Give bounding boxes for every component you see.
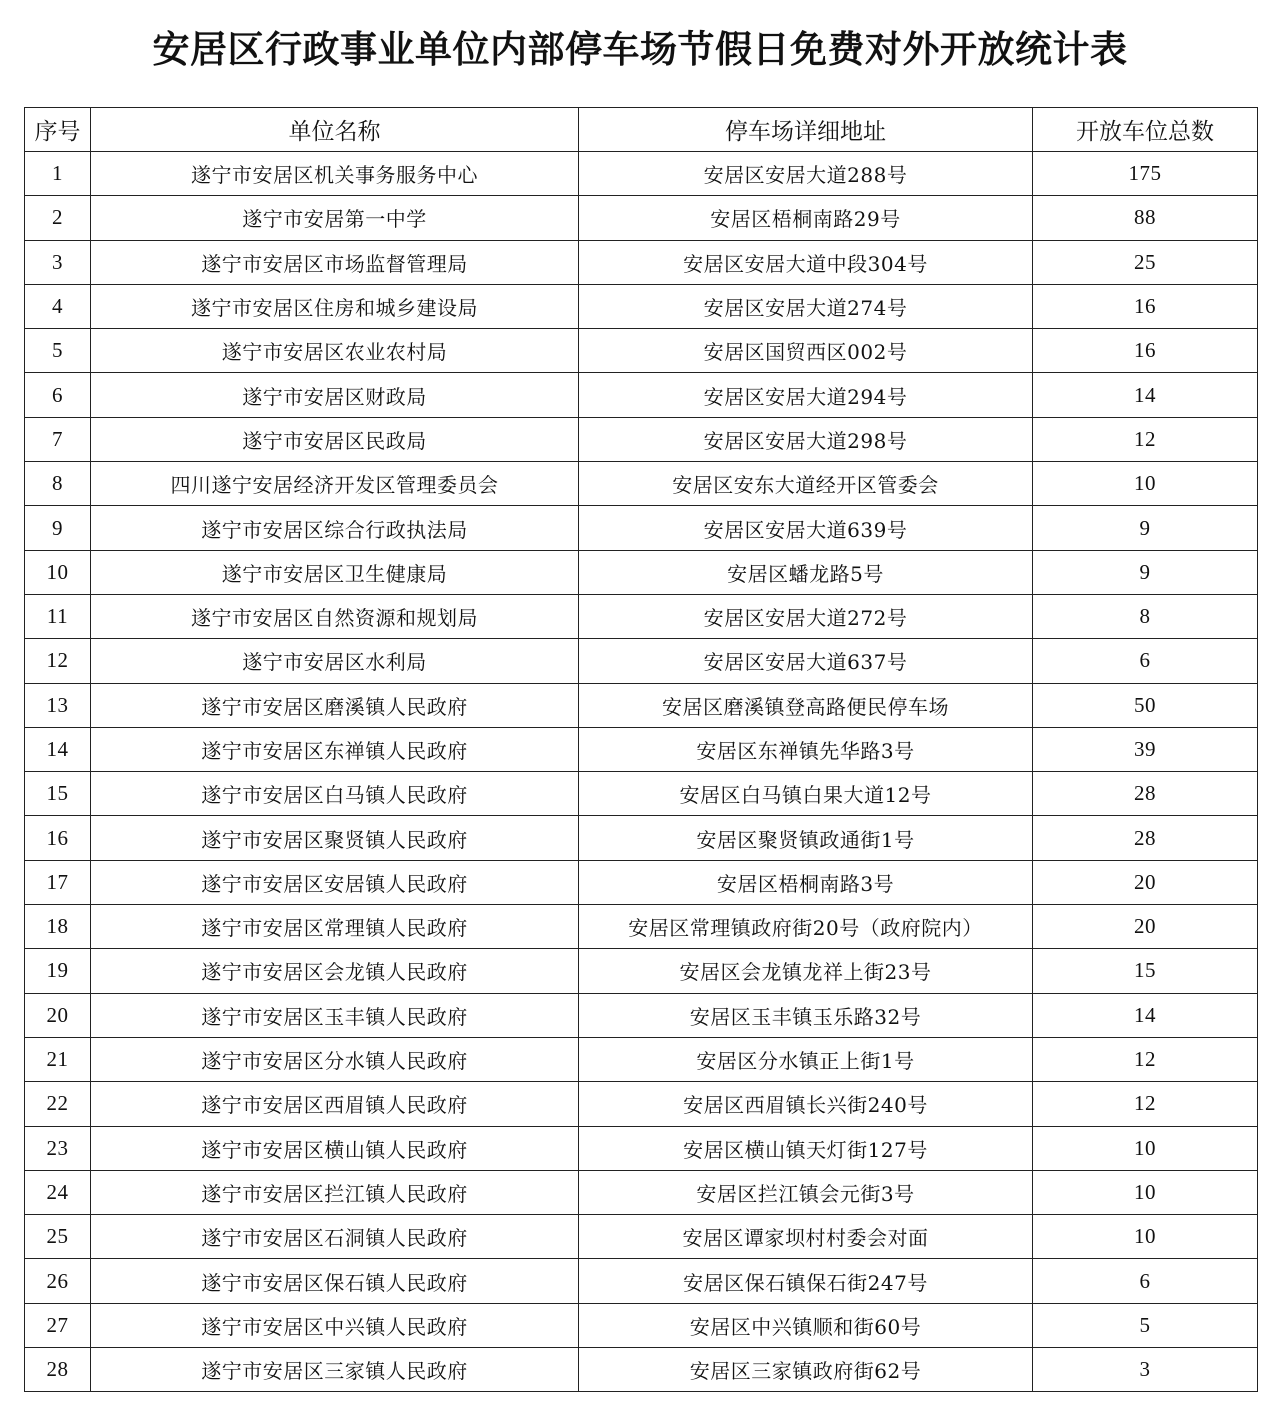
- cell-unit-name: 遂宁市安居区拦江镇人民政府: [91, 1170, 579, 1214]
- cell-spaces: 10: [1033, 1215, 1258, 1259]
- column-header-address: 停车场详细地址: [579, 108, 1033, 152]
- cell-address: 安居区中兴镇顺和街60号: [579, 1303, 1033, 1347]
- cell-spaces: 5: [1033, 1303, 1258, 1347]
- cell-spaces: 12: [1033, 1082, 1258, 1126]
- cell-index: 17: [25, 860, 91, 904]
- table-row: [25, 1259, 1258, 1303]
- table-row: [25, 417, 1258, 461]
- table-row: [25, 152, 1258, 196]
- cell-address: 安居区安居大道639号: [579, 506, 1033, 550]
- cell-spaces: 175: [1033, 152, 1258, 196]
- cell-address: 安居区会龙镇龙祥上街23号: [579, 949, 1033, 993]
- table-row: [25, 284, 1258, 328]
- cell-unit-name: 遂宁市安居区石洞镇人民政府: [91, 1215, 579, 1259]
- cell-address: 安居区聚贤镇政通街1号: [579, 816, 1033, 860]
- cell-address: 安居区安居大道272号: [579, 594, 1033, 638]
- table-row: [25, 329, 1258, 373]
- cell-unit-name: 遂宁市安居区西眉镇人民政府: [91, 1082, 579, 1126]
- cell-unit-name: 遂宁市安居区中兴镇人民政府: [91, 1303, 579, 1347]
- cell-unit-name: 遂宁市安居区安居镇人民政府: [91, 860, 579, 904]
- column-header-index: 序号: [25, 108, 91, 152]
- cell-index: 11: [25, 594, 91, 638]
- cell-address: 安居区蟠龙路5号: [579, 550, 1033, 594]
- table-row: [25, 373, 1258, 417]
- cell-address: 安居区谭家坝村村委会对面: [579, 1215, 1033, 1259]
- cell-address: 安居区国贸西区002号: [579, 329, 1033, 373]
- cell-spaces: 10: [1033, 1126, 1258, 1170]
- cell-unit-name: 遂宁市安居区住房和城乡建设局: [91, 284, 579, 328]
- cell-index: 12: [25, 639, 91, 683]
- cell-unit-name: 遂宁市安居区会龙镇人民政府: [91, 949, 579, 993]
- table-row: [25, 860, 1258, 904]
- cell-index: 8: [25, 462, 91, 506]
- cell-unit-name: 遂宁市安居区白马镇人民政府: [91, 772, 579, 816]
- cell-index: 26: [25, 1259, 91, 1303]
- cell-address: 安居区安居大道298号: [579, 417, 1033, 461]
- cell-index: 13: [25, 683, 91, 727]
- table-row: [25, 683, 1258, 727]
- cell-spaces: 28: [1033, 772, 1258, 816]
- table-row: [25, 772, 1258, 816]
- cell-address: 安居区拦江镇会元街3号: [579, 1170, 1033, 1214]
- cell-unit-name: 四川遂宁安居经济开发区管理委员会: [91, 462, 579, 506]
- cell-unit-name: 遂宁市安居第一中学: [91, 196, 579, 240]
- cell-unit-name: 遂宁市安居区水利局: [91, 639, 579, 683]
- cell-address: 安居区安居大道637号: [579, 639, 1033, 683]
- table-row: [25, 1126, 1258, 1170]
- cell-unit-name: 遂宁市安居区机关事务服务中心: [91, 152, 579, 196]
- cell-spaces: 15: [1033, 949, 1258, 993]
- cell-address: 安居区磨溪镇登高路便民停车场: [579, 683, 1033, 727]
- cell-spaces: 20: [1033, 905, 1258, 949]
- cell-spaces: 9: [1033, 506, 1258, 550]
- cell-index: 28: [25, 1348, 91, 1392]
- cell-unit-name: 遂宁市安居区市场监督管理局: [91, 240, 579, 284]
- table-header-row: [25, 108, 1258, 152]
- cell-unit-name: 遂宁市安居区横山镇人民政府: [91, 1126, 579, 1170]
- cell-address: 安居区西眉镇长兴街240号: [579, 1082, 1033, 1126]
- cell-spaces: 6: [1033, 639, 1258, 683]
- page-title: 安居区行政事业单位内部停车场节假日免费对外开放统计表: [152, 28, 1128, 71]
- cell-address: 安居区玉丰镇玉乐路32号: [579, 993, 1033, 1037]
- cell-unit-name: 遂宁市安居区财政局: [91, 373, 579, 417]
- cell-address: 安居区横山镇天灯街127号: [579, 1126, 1033, 1170]
- cell-spaces: 14: [1033, 993, 1258, 1037]
- parking-table: [24, 107, 1258, 1392]
- table-row: [25, 240, 1258, 284]
- cell-index: 24: [25, 1170, 91, 1214]
- cell-spaces: 16: [1033, 329, 1258, 373]
- cell-unit-name: 遂宁市安居区常理镇人民政府: [91, 905, 579, 949]
- cell-spaces: 8: [1033, 594, 1258, 638]
- cell-address: 安居区安东大道经开区管委会: [579, 462, 1033, 506]
- cell-index: 3: [25, 240, 91, 284]
- table-row: [25, 550, 1258, 594]
- cell-address: 安居区东禅镇先华路3号: [579, 727, 1033, 771]
- cell-unit-name: 遂宁市安居区三家镇人民政府: [91, 1348, 579, 1392]
- table-row: [25, 506, 1258, 550]
- cell-index: 7: [25, 417, 91, 461]
- table-row: [25, 993, 1258, 1037]
- cell-spaces: 28: [1033, 816, 1258, 860]
- table-row: [25, 1215, 1258, 1259]
- cell-index: 9: [25, 506, 91, 550]
- cell-unit-name: 遂宁市安居区分水镇人民政府: [91, 1037, 579, 1081]
- table-row: [25, 594, 1258, 638]
- table-row: [25, 1037, 1258, 1081]
- cell-spaces: 16: [1033, 284, 1258, 328]
- table-row: [25, 639, 1258, 683]
- cell-address: 安居区梧桐南路29号: [579, 196, 1033, 240]
- cell-index: 4: [25, 284, 91, 328]
- cell-index: 27: [25, 1303, 91, 1347]
- column-header-unit: 单位名称: [91, 108, 579, 152]
- table-row: [25, 462, 1258, 506]
- table-row: [25, 1170, 1258, 1214]
- cell-spaces: 3: [1033, 1348, 1258, 1392]
- cell-address: 安居区三家镇政府街62号: [579, 1348, 1033, 1392]
- cell-index: 5: [25, 329, 91, 373]
- cell-address: 安居区分水镇正上街1号: [579, 1037, 1033, 1081]
- cell-index: 18: [25, 905, 91, 949]
- cell-address: 安居区安居大道294号: [579, 373, 1033, 417]
- cell-unit-name: 遂宁市安居区玉丰镇人民政府: [91, 993, 579, 1037]
- table-body: [25, 152, 1258, 1392]
- cell-spaces: 14: [1033, 373, 1258, 417]
- cell-spaces: 88: [1033, 196, 1258, 240]
- table-row: [25, 1082, 1258, 1126]
- cell-spaces: 9: [1033, 550, 1258, 594]
- cell-spaces: 50: [1033, 683, 1258, 727]
- cell-unit-name: 遂宁市安居区磨溪镇人民政府: [91, 683, 579, 727]
- cell-index: 23: [25, 1126, 91, 1170]
- cell-index: 2: [25, 196, 91, 240]
- cell-spaces: 39: [1033, 727, 1258, 771]
- cell-spaces: 20: [1033, 860, 1258, 904]
- cell-spaces: 12: [1033, 1037, 1258, 1081]
- column-header-spaces: 开放车位总数: [1033, 108, 1258, 152]
- cell-unit-name: 遂宁市安居区自然资源和规划局: [91, 594, 579, 638]
- cell-index: 25: [25, 1215, 91, 1259]
- cell-unit-name: 遂宁市安居区卫生健康局: [91, 550, 579, 594]
- cell-unit-name: 遂宁市安居区农业农村局: [91, 329, 579, 373]
- table-row: [25, 949, 1258, 993]
- table-row: [25, 816, 1258, 860]
- cell-index: 22: [25, 1082, 91, 1126]
- cell-index: 6: [25, 373, 91, 417]
- table-row: [25, 196, 1258, 240]
- table-row: [25, 727, 1258, 771]
- cell-spaces: 10: [1033, 462, 1258, 506]
- table-row: [25, 1348, 1258, 1392]
- table-row: [25, 905, 1258, 949]
- cell-unit-name: 遂宁市安居区民政局: [91, 417, 579, 461]
- cell-spaces: 6: [1033, 1259, 1258, 1303]
- cell-unit-name: 遂宁市安居区保石镇人民政府: [91, 1259, 579, 1303]
- cell-index: 16: [25, 816, 91, 860]
- cell-spaces: 12: [1033, 417, 1258, 461]
- cell-address: 安居区白马镇白果大道12号: [579, 772, 1033, 816]
- cell-address: 安居区安居大道288号: [579, 152, 1033, 196]
- cell-spaces: 10: [1033, 1170, 1258, 1214]
- cell-unit-name: 遂宁市安居区东禅镇人民政府: [91, 727, 579, 771]
- cell-address: 安居区梧桐南路3号: [579, 860, 1033, 904]
- cell-address: 安居区保石镇保石街247号: [579, 1259, 1033, 1303]
- cell-unit-name: 遂宁市安居区聚贤镇人民政府: [91, 816, 579, 860]
- cell-index: 19: [25, 949, 91, 993]
- cell-unit-name: 遂宁市安居区综合行政执法局: [91, 506, 579, 550]
- cell-address: 安居区安居大道274号: [579, 284, 1033, 328]
- cell-address: 安居区常理镇政府街20号（政府院内）: [579, 905, 1033, 949]
- cell-index: 20: [25, 993, 91, 1037]
- cell-address: 安居区安居大道中段304号: [579, 240, 1033, 284]
- cell-index: 1: [25, 152, 91, 196]
- cell-spaces: 25: [1033, 240, 1258, 284]
- cell-index: 10: [25, 550, 91, 594]
- table-row: [25, 1303, 1258, 1347]
- cell-index: 15: [25, 772, 91, 816]
- cell-index: 21: [25, 1037, 91, 1081]
- cell-index: 14: [25, 727, 91, 771]
